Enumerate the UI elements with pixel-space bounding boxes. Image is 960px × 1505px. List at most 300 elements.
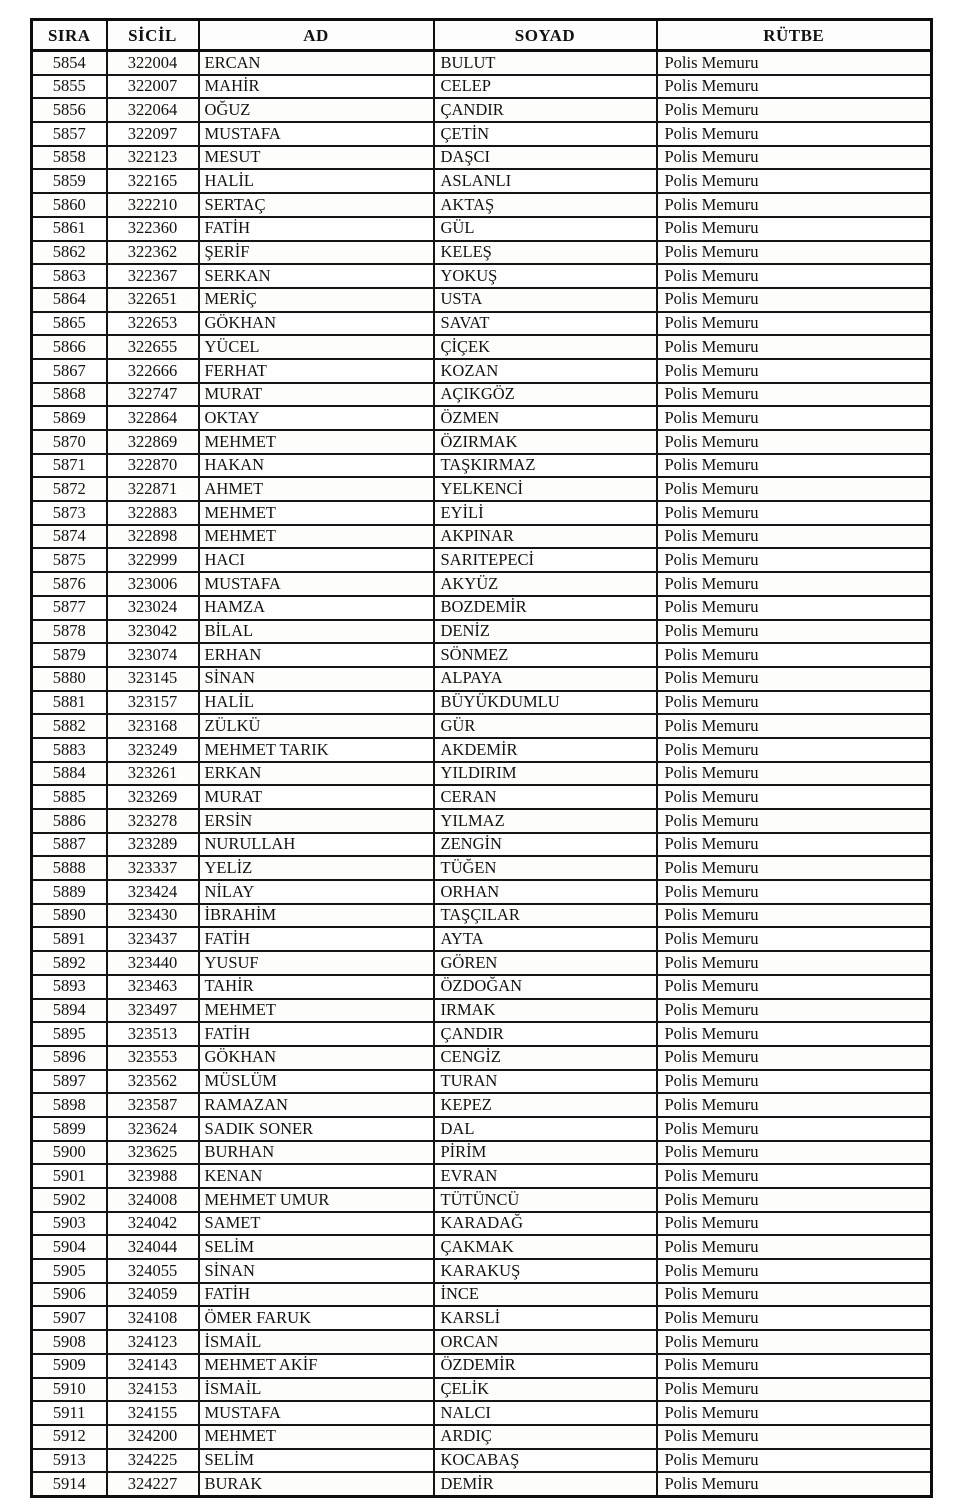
cell-rutbe: Polis Memuru — [657, 620, 932, 644]
cell-soyad: DENİZ — [434, 620, 657, 644]
table-row — [32, 169, 932, 193]
cell-soyad: AKYÜZ — [434, 572, 657, 596]
table-row — [32, 691, 932, 715]
cell-ad: FATİH — [199, 927, 434, 951]
cell-rutbe: Polis Memuru — [657, 833, 932, 857]
cell-soyad: AKPINAR — [434, 525, 657, 549]
cell-sicil: 322123 — [107, 146, 199, 170]
cell-sicil: 323587 — [107, 1093, 199, 1117]
cell-ad: AHMET — [199, 477, 434, 501]
cell-sicil: 324059 — [107, 1283, 199, 1307]
table-row — [32, 146, 932, 170]
cell-sira: 5902 — [32, 1188, 107, 1212]
table-row — [32, 430, 932, 454]
cell-rutbe: Polis Memuru — [657, 75, 932, 99]
cell-rutbe: Polis Memuru — [657, 1093, 932, 1117]
cell-ad: NURULLAH — [199, 833, 434, 857]
cell-ad: SERTAÇ — [199, 193, 434, 217]
cell-soyad: ÇELİK — [434, 1378, 657, 1402]
cell-sicil: 323074 — [107, 643, 199, 667]
cell-sira: 5891 — [32, 927, 107, 951]
table-row — [32, 217, 932, 241]
cell-rutbe: Polis Memuru — [657, 1472, 932, 1496]
cell-sira: 5889 — [32, 880, 107, 904]
table-row — [32, 1425, 932, 1449]
cell-soyad: EYİLİ — [434, 501, 657, 525]
cell-ad: MEHMET AKİF — [199, 1354, 434, 1378]
cell-ad: MEHMET — [199, 430, 434, 454]
cell-sira: 5906 — [32, 1283, 107, 1307]
cell-sicil: 322097 — [107, 122, 199, 146]
cell-sira: 5887 — [32, 833, 107, 857]
cell-soyad: ÇİÇEK — [434, 335, 657, 359]
cell-rutbe: Polis Memuru — [657, 809, 932, 833]
table-row — [32, 1330, 932, 1354]
cell-soyad: ÖZMEN — [434, 406, 657, 430]
cell-soyad: USTA — [434, 288, 657, 312]
cell-sira: 5866 — [32, 335, 107, 359]
cell-sicil: 322864 — [107, 406, 199, 430]
cell-rutbe: Polis Memuru — [657, 856, 932, 880]
cell-rutbe: Polis Memuru — [657, 999, 932, 1023]
cell-rutbe: Polis Memuru — [657, 312, 932, 336]
cell-sicil: 322653 — [107, 312, 199, 336]
table-row — [32, 359, 932, 383]
cell-sicil: 324225 — [107, 1449, 199, 1473]
cell-rutbe: Polis Memuru — [657, 98, 932, 122]
cell-ad: TAHİR — [199, 975, 434, 999]
table-row — [32, 548, 932, 572]
cell-soyad: AKTAŞ — [434, 193, 657, 217]
cell-sira: 5877 — [32, 596, 107, 620]
cell-rutbe: Polis Memuru — [657, 169, 932, 193]
cell-soyad: AYTA — [434, 927, 657, 951]
table-row — [32, 477, 932, 501]
cell-sira: 5860 — [32, 193, 107, 217]
table-row — [32, 264, 932, 288]
cell-ad: MURAT — [199, 785, 434, 809]
table-row — [32, 1259, 932, 1283]
cell-sira: 5890 — [32, 904, 107, 928]
cell-soyad: NALCI — [434, 1401, 657, 1425]
cell-sicil: 323513 — [107, 1022, 199, 1046]
cell-rutbe: Polis Memuru — [657, 714, 932, 738]
cell-sicil: 323437 — [107, 927, 199, 951]
cell-rutbe: Polis Memuru — [657, 264, 932, 288]
cell-sicil: 324055 — [107, 1259, 199, 1283]
table-row — [32, 501, 932, 525]
table-row — [32, 927, 932, 951]
cell-sira: 5870 — [32, 430, 107, 454]
cell-sicil: 322870 — [107, 454, 199, 478]
table-row — [32, 335, 932, 359]
cell-ad: RAMAZAN — [199, 1093, 434, 1117]
cell-rutbe: Polis Memuru — [657, 359, 932, 383]
header-row — [32, 20, 932, 51]
table-row — [32, 1212, 932, 1236]
cell-rutbe: Polis Memuru — [657, 1354, 932, 1378]
cell-ad: İBRAHİM — [199, 904, 434, 928]
cell-sicil: 323424 — [107, 880, 199, 904]
cell-sira: 5859 — [32, 169, 107, 193]
cell-ad: SERKAN — [199, 264, 434, 288]
cell-soyad: ARDIÇ — [434, 1425, 657, 1449]
cell-sira: 5897 — [32, 1070, 107, 1094]
table-row — [32, 572, 932, 596]
cell-ad: SELİM — [199, 1449, 434, 1473]
cell-sicil: 322999 — [107, 548, 199, 572]
cell-sicil: 323024 — [107, 596, 199, 620]
cell-soyad: GÖREN — [434, 951, 657, 975]
cell-rutbe: Polis Memuru — [657, 406, 932, 430]
cell-ad: MEHMET — [199, 525, 434, 549]
cell-rutbe: Polis Memuru — [657, 904, 932, 928]
cell-ad: HAKAN — [199, 454, 434, 478]
cell-sicil: 322210 — [107, 193, 199, 217]
table-row — [32, 785, 932, 809]
cell-sira: 5905 — [32, 1259, 107, 1283]
cell-sicil: 324123 — [107, 1330, 199, 1354]
cell-sicil: 324143 — [107, 1354, 199, 1378]
cell-ad: GÖKHAN — [199, 312, 434, 336]
cell-sira: 5908 — [32, 1330, 107, 1354]
cell-rutbe: Polis Memuru — [657, 1070, 932, 1094]
cell-rutbe: Polis Memuru — [657, 1378, 932, 1402]
cell-soyad: ÖZDOĞAN — [434, 975, 657, 999]
table-row — [32, 51, 932, 75]
cell-rutbe: Polis Memuru — [657, 217, 932, 241]
cell-soyad: İNCE — [434, 1283, 657, 1307]
cell-sira: 5909 — [32, 1354, 107, 1378]
cell-sicil: 322871 — [107, 477, 199, 501]
cell-soyad: TAŞKIRMAZ — [434, 454, 657, 478]
cell-sicil: 324042 — [107, 1212, 199, 1236]
cell-sira: 5882 — [32, 714, 107, 738]
table-row — [32, 241, 932, 265]
cell-sicil: 323289 — [107, 833, 199, 857]
cell-sicil: 322165 — [107, 169, 199, 193]
cell-sira: 5873 — [32, 501, 107, 525]
cell-ad: MEHMET UMUR — [199, 1188, 434, 1212]
cell-rutbe: Polis Memuru — [657, 596, 932, 620]
cell-sicil: 324155 — [107, 1401, 199, 1425]
cell-ad: SELİM — [199, 1235, 434, 1259]
cell-soyad: CERAN — [434, 785, 657, 809]
cell-sira: 5864 — [32, 288, 107, 312]
cell-sira: 5903 — [32, 1212, 107, 1236]
cell-sicil: 324044 — [107, 1235, 199, 1259]
cell-ad: MUSTAFA — [199, 572, 434, 596]
cell-sira: 5894 — [32, 999, 107, 1023]
cell-sira: 5871 — [32, 454, 107, 478]
cell-sira: 5857 — [32, 122, 107, 146]
cell-sicil: 323278 — [107, 809, 199, 833]
cell-rutbe: Polis Memuru — [657, 1046, 932, 1070]
cell-ad: HALİL — [199, 169, 434, 193]
cell-sira: 5885 — [32, 785, 107, 809]
cell-sira: 5869 — [32, 406, 107, 430]
cell-rutbe: Polis Memuru — [657, 1259, 932, 1283]
cell-soyad: ASLANLI — [434, 169, 657, 193]
cell-sicil: 322360 — [107, 217, 199, 241]
cell-rutbe: Polis Memuru — [657, 454, 932, 478]
cell-ad: GÖKHAN — [199, 1046, 434, 1070]
cell-ad: MESUT — [199, 146, 434, 170]
table-row — [32, 75, 932, 99]
cell-soyad: AÇIKGÖZ — [434, 383, 657, 407]
cell-sicil: 323988 — [107, 1164, 199, 1188]
cell-sira: 5900 — [32, 1141, 107, 1165]
cell-ad: MEHMET TARIK — [199, 738, 434, 762]
table-row — [32, 1354, 932, 1378]
cell-sicil: 324008 — [107, 1188, 199, 1212]
cell-rutbe: Polis Memuru — [657, 1022, 932, 1046]
cell-rutbe: Polis Memuru — [657, 430, 932, 454]
personnel-roster-table — [30, 18, 933, 1498]
cell-sira: 5898 — [32, 1093, 107, 1117]
cell-soyad: ÇETİN — [434, 122, 657, 146]
table-row — [32, 1235, 932, 1259]
cell-ad: OĞUZ — [199, 98, 434, 122]
cell-sira: 5868 — [32, 383, 107, 407]
cell-sicil: 323625 — [107, 1141, 199, 1165]
cell-sira: 5892 — [32, 951, 107, 975]
cell-soyad: YILDIRIM — [434, 762, 657, 786]
cell-rutbe: Polis Memuru — [657, 525, 932, 549]
cell-sira: 5863 — [32, 264, 107, 288]
cell-ad: FATİH — [199, 1283, 434, 1307]
cell-sira: 5855 — [32, 75, 107, 99]
table-row — [32, 620, 932, 644]
cell-soyad: DEMİR — [434, 1472, 657, 1496]
cell-soyad: AKDEMİR — [434, 738, 657, 762]
cell-rutbe: Polis Memuru — [657, 1164, 932, 1188]
cell-soyad: DAŞCI — [434, 146, 657, 170]
cell-rutbe: Polis Memuru — [657, 1141, 932, 1165]
cell-ad: ÖMER FARUK — [199, 1306, 434, 1330]
cell-sira: 5862 — [32, 241, 107, 265]
cell-ad: MERİÇ — [199, 288, 434, 312]
cell-ad: MEHMET — [199, 501, 434, 525]
cell-sicil: 323145 — [107, 667, 199, 691]
table-row — [32, 1093, 932, 1117]
cell-sira: 5886 — [32, 809, 107, 833]
cell-soyad: CENGİZ — [434, 1046, 657, 1070]
table-row — [32, 383, 932, 407]
table-row — [32, 1070, 932, 1094]
cell-soyad: KARADAĞ — [434, 1212, 657, 1236]
cell-sira: 5865 — [32, 312, 107, 336]
table-row — [32, 288, 932, 312]
cell-soyad: KELEŞ — [434, 241, 657, 265]
cell-soyad: ALPAYA — [434, 667, 657, 691]
table-row — [32, 856, 932, 880]
cell-sicil: 322869 — [107, 430, 199, 454]
cell-rutbe: Polis Memuru — [657, 738, 932, 762]
cell-soyad: ORHAN — [434, 880, 657, 904]
cell-sira: 5867 — [32, 359, 107, 383]
table-row — [32, 1188, 932, 1212]
cell-rutbe: Polis Memuru — [657, 1188, 932, 1212]
table-row — [32, 904, 932, 928]
table-row — [32, 1306, 932, 1330]
cell-sira: 5854 — [32, 51, 107, 75]
cell-ad: YELİZ — [199, 856, 434, 880]
cell-soyad: ÇAKMAK — [434, 1235, 657, 1259]
cell-rutbe: Polis Memuru — [657, 1401, 932, 1425]
cell-sira: 5888 — [32, 856, 107, 880]
cell-soyad: ÖZDEMİR — [434, 1354, 657, 1378]
table-row — [32, 98, 932, 122]
table-row — [32, 880, 932, 904]
cell-soyad: KOCABAŞ — [434, 1449, 657, 1473]
table-row — [32, 833, 932, 857]
cell-ad: SAMET — [199, 1212, 434, 1236]
cell-sicil: 323497 — [107, 999, 199, 1023]
cell-ad: MUSTAFA — [199, 1401, 434, 1425]
cell-sira: 5913 — [32, 1449, 107, 1473]
cell-ad: FERHAT — [199, 359, 434, 383]
cell-soyad: EVRAN — [434, 1164, 657, 1188]
cell-rutbe: Polis Memuru — [657, 146, 932, 170]
cell-sira: 5872 — [32, 477, 107, 501]
cell-sicil: 324227 — [107, 1472, 199, 1496]
cell-soyad: YILMAZ — [434, 809, 657, 833]
cell-rutbe: Polis Memuru — [657, 1330, 932, 1354]
cell-sicil: 323440 — [107, 951, 199, 975]
table-row — [32, 809, 932, 833]
cell-soyad: TAŞÇILAR — [434, 904, 657, 928]
cell-soyad: CELEP — [434, 75, 657, 99]
cell-ad: BURAK — [199, 1472, 434, 1496]
cell-sira: 5911 — [32, 1401, 107, 1425]
cell-rutbe: Polis Memuru — [657, 383, 932, 407]
table-row — [32, 1378, 932, 1402]
cell-ad: YÜCEL — [199, 335, 434, 359]
cell-sira: 5880 — [32, 667, 107, 691]
cell-sira: 5858 — [32, 146, 107, 170]
cell-sira: 5881 — [32, 691, 107, 715]
cell-rutbe: Polis Memuru — [657, 1283, 932, 1307]
cell-sira: 5884 — [32, 762, 107, 786]
cell-soyad: TÜTÜNCÜ — [434, 1188, 657, 1212]
cell-soyad: ÇANDIR — [434, 98, 657, 122]
table-row — [32, 1164, 932, 1188]
cell-ad: HALİL — [199, 691, 434, 715]
cell-ad: NİLAY — [199, 880, 434, 904]
table-row — [32, 738, 932, 762]
cell-sicil: 322651 — [107, 288, 199, 312]
cell-sicil: 323157 — [107, 691, 199, 715]
cell-rutbe: Polis Memuru — [657, 691, 932, 715]
cell-rutbe: Polis Memuru — [657, 1235, 932, 1259]
table-row — [32, 1141, 932, 1165]
cell-rutbe: Polis Memuru — [657, 51, 932, 75]
table-row — [32, 999, 932, 1023]
cell-sicil: 323269 — [107, 785, 199, 809]
cell-sicil: 322367 — [107, 264, 199, 288]
table-row — [32, 1046, 932, 1070]
cell-ad: SİNAN — [199, 667, 434, 691]
cell-ad: BURHAN — [199, 1141, 434, 1165]
cell-sicil: 322655 — [107, 335, 199, 359]
column-header-rutbe: RÜTBE — [657, 20, 932, 51]
cell-ad: ERCAN — [199, 51, 434, 75]
cell-rutbe: Polis Memuru — [657, 241, 932, 265]
cell-ad: İSMAİL — [199, 1330, 434, 1354]
cell-sira: 5895 — [32, 1022, 107, 1046]
table-row — [32, 1117, 932, 1141]
cell-ad: FATİH — [199, 1022, 434, 1046]
cell-sicil: 322747 — [107, 383, 199, 407]
cell-sicil: 323249 — [107, 738, 199, 762]
cell-rutbe: Polis Memuru — [657, 667, 932, 691]
cell-soyad: KARSLİ — [434, 1306, 657, 1330]
table-row — [32, 312, 932, 336]
cell-rutbe: Polis Memuru — [657, 1306, 932, 1330]
cell-soyad: TURAN — [434, 1070, 657, 1094]
cell-sira: 5910 — [32, 1378, 107, 1402]
cell-rutbe: Polis Memuru — [657, 880, 932, 904]
cell-ad: SADIK SONER — [199, 1117, 434, 1141]
cell-soyad: KARAKUŞ — [434, 1259, 657, 1283]
cell-sira: 5912 — [32, 1425, 107, 1449]
cell-sicil: 322898 — [107, 525, 199, 549]
cell-sicil: 322362 — [107, 241, 199, 265]
cell-ad: OKTAY — [199, 406, 434, 430]
cell-rutbe: Polis Memuru — [657, 548, 932, 572]
cell-sicil: 324108 — [107, 1306, 199, 1330]
cell-ad: MÜSLÜM — [199, 1070, 434, 1094]
cell-ad: ZÜLKÜ — [199, 714, 434, 738]
cell-rutbe: Polis Memuru — [657, 1425, 932, 1449]
cell-sira: 5861 — [32, 217, 107, 241]
table-row — [32, 762, 932, 786]
cell-sicil: 322064 — [107, 98, 199, 122]
cell-sicil: 323168 — [107, 714, 199, 738]
cell-ad: ŞERİF — [199, 241, 434, 265]
cell-sicil: 322007 — [107, 75, 199, 99]
cell-sira: 5878 — [32, 620, 107, 644]
cell-rutbe: Polis Memuru — [657, 572, 932, 596]
table-row — [32, 454, 932, 478]
cell-sira: 5907 — [32, 1306, 107, 1330]
cell-soyad: BOZDEMİR — [434, 596, 657, 620]
cell-ad: ERKAN — [199, 762, 434, 786]
cell-ad: HAMZA — [199, 596, 434, 620]
cell-ad: MEHMET — [199, 1425, 434, 1449]
cell-ad: FATİH — [199, 217, 434, 241]
cell-rutbe: Polis Memuru — [657, 477, 932, 501]
table-row — [32, 525, 932, 549]
cell-sicil: 323624 — [107, 1117, 199, 1141]
table-row — [32, 1449, 932, 1473]
cell-soyad: ZENGİN — [434, 833, 657, 857]
cell-soyad: KEPEZ — [434, 1093, 657, 1117]
cell-soyad: BULUT — [434, 51, 657, 75]
cell-rutbe: Polis Memuru — [657, 643, 932, 667]
cell-rutbe: Polis Memuru — [657, 927, 932, 951]
cell-sicil: 323430 — [107, 904, 199, 928]
cell-sicil: 323006 — [107, 572, 199, 596]
cell-ad: ERHAN — [199, 643, 434, 667]
cell-ad: MAHİR — [199, 75, 434, 99]
cell-soyad: ORCAN — [434, 1330, 657, 1354]
cell-sira: 5899 — [32, 1117, 107, 1141]
cell-sira: 5874 — [32, 525, 107, 549]
cell-soyad: YELKENCİ — [434, 477, 657, 501]
cell-rutbe: Polis Memuru — [657, 1212, 932, 1236]
